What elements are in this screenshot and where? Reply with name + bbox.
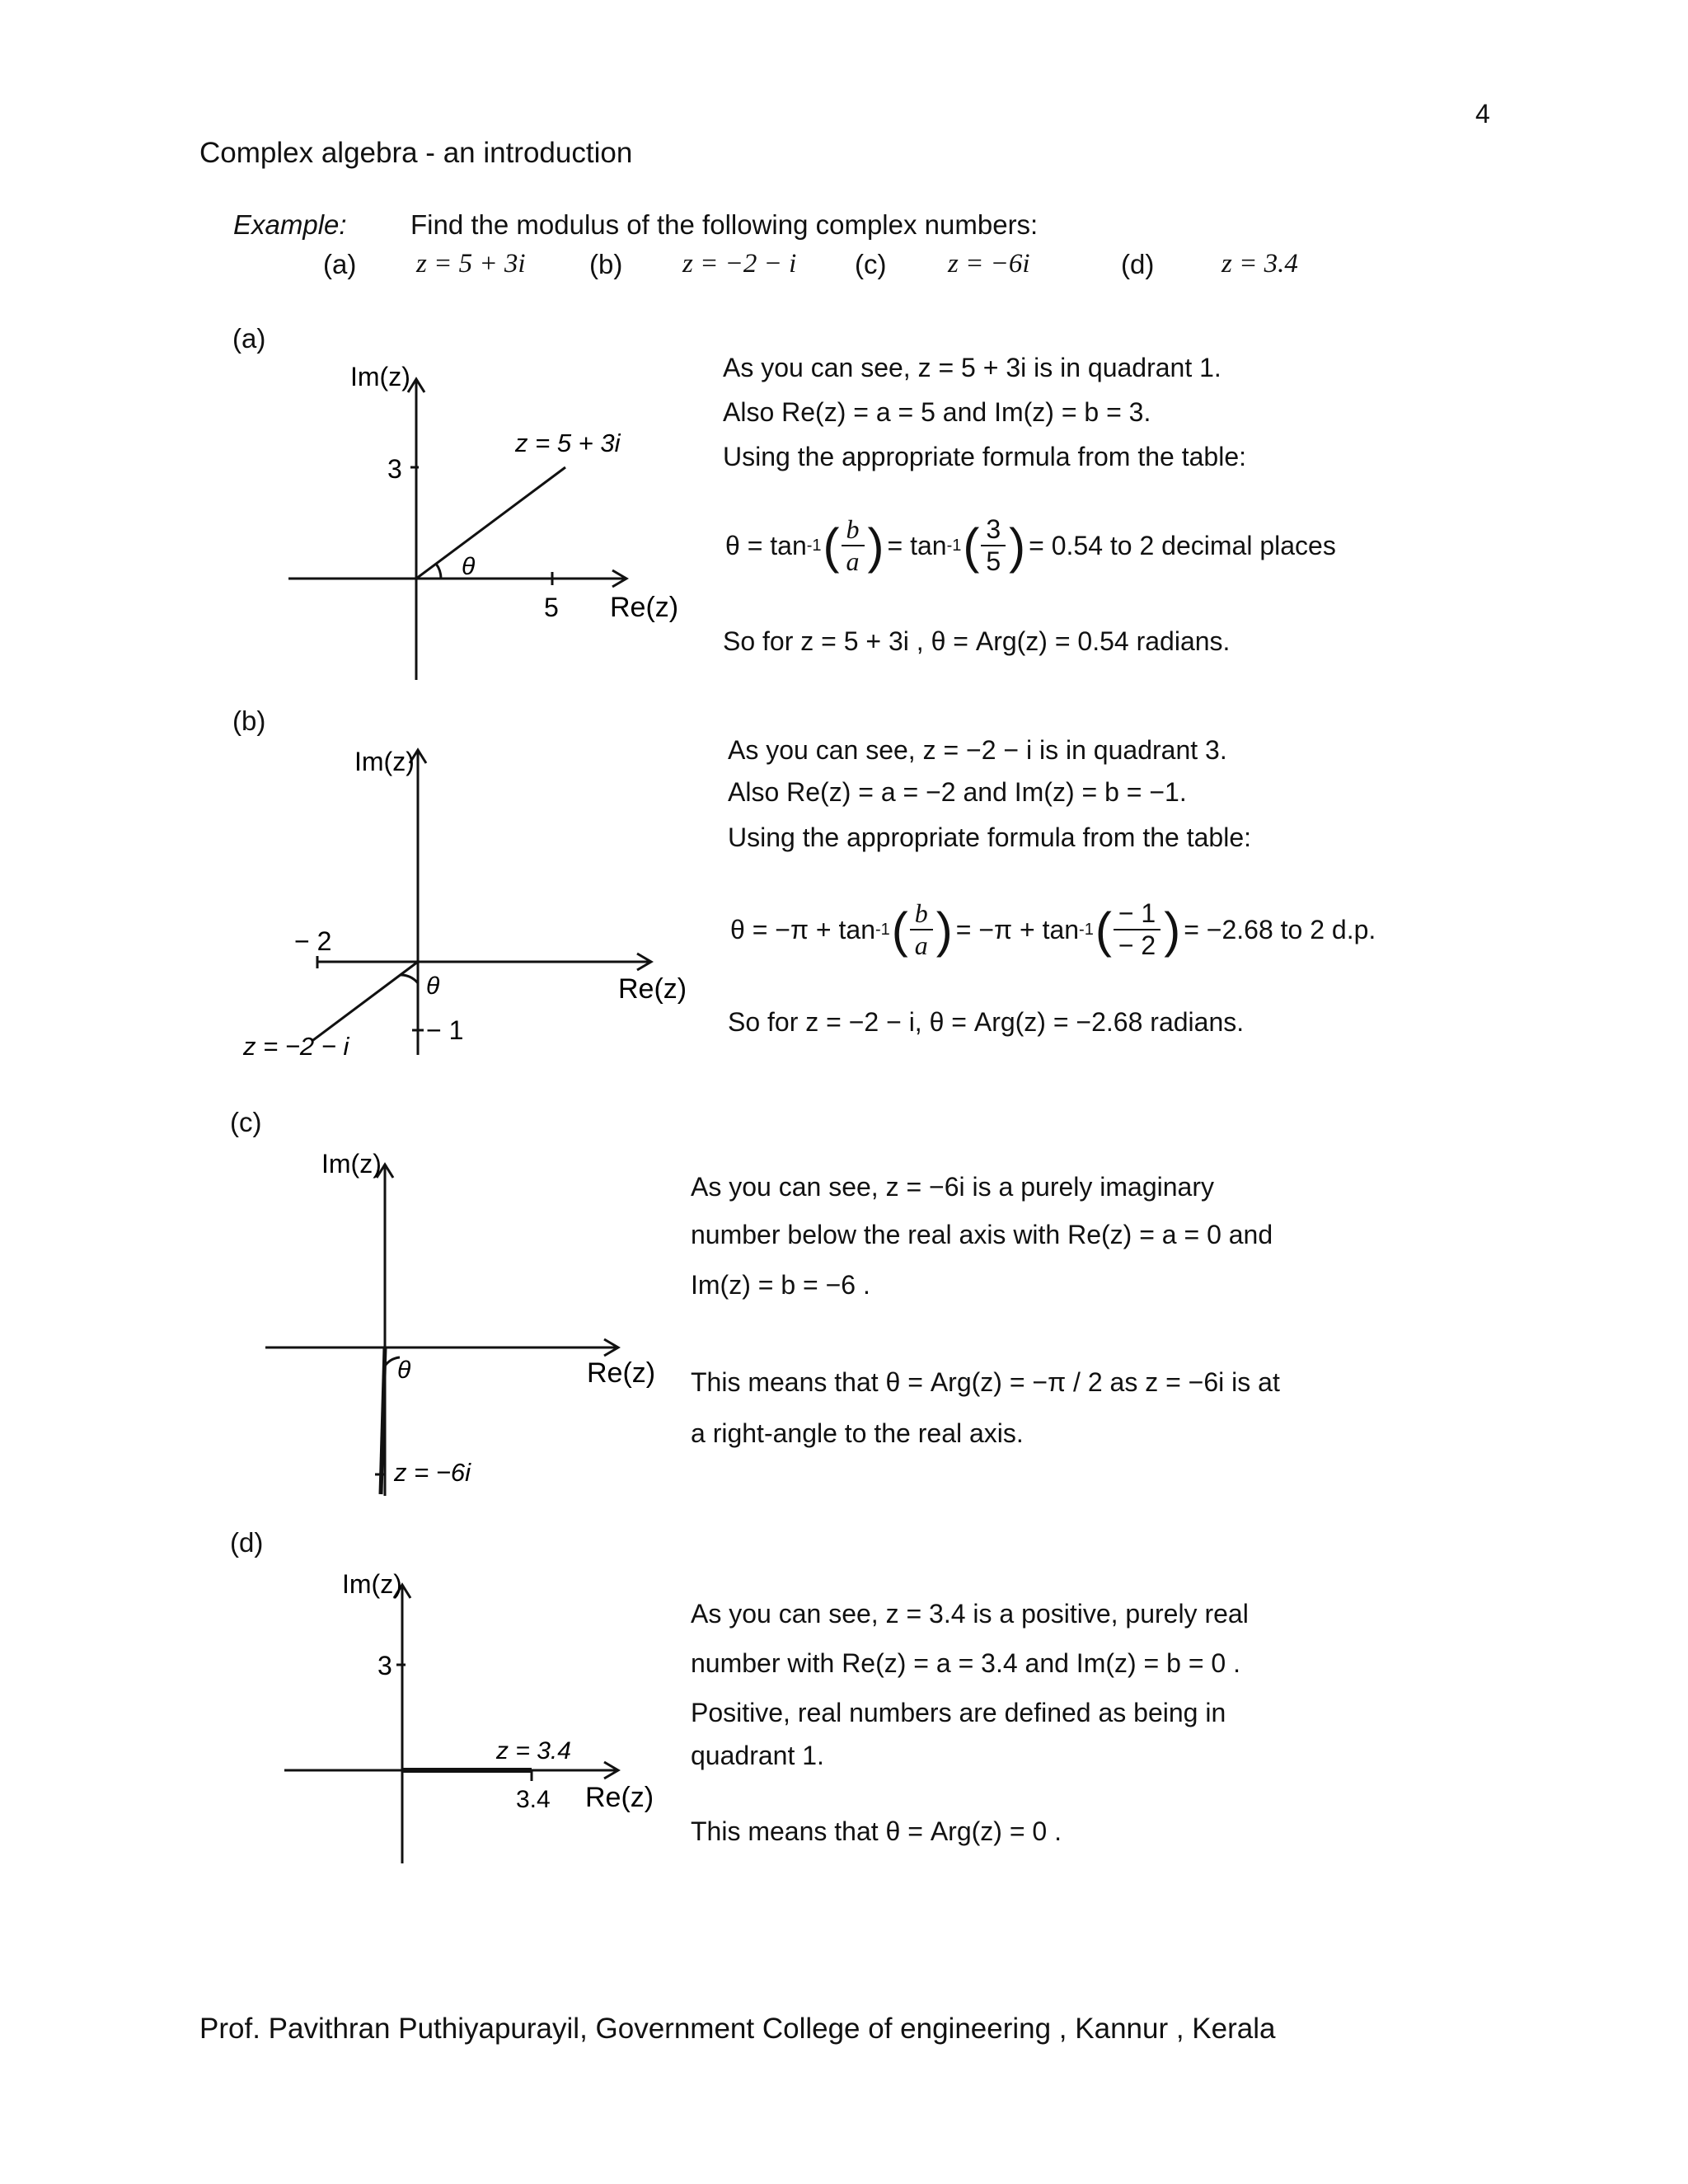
example-item-tag-b: (b) (589, 249, 623, 279)
formula-frac-1 (910, 898, 933, 961)
part-a-line-1: As you can see, z = 5 + 3i is in quadrant 1. (723, 353, 1221, 382)
formula-mid: = −π + tan (955, 914, 1080, 944)
example-item-expr-d: z = 3.4 (1221, 249, 1298, 279)
angle-label: θ (426, 972, 440, 1000)
im-axis-label: Im(z) (354, 747, 415, 776)
re-axis-label: Re(z) (618, 973, 687, 1005)
paren-open-icon: ( (823, 518, 840, 574)
frac-numerator: − 1 (1114, 898, 1160, 930)
formula-mid: = tan (887, 530, 947, 560)
page-number: 4 (1475, 99, 1490, 129)
formula-lhs: θ = tan (725, 530, 807, 560)
example-item-tag-c: (c) (855, 249, 887, 279)
example-instruction: Find the modulus of the following complex numbers: (410, 209, 1039, 240)
formula-sup: -1 (806, 536, 822, 555)
frac-denominator: a (846, 546, 860, 576)
part-c-line-1: As you can see, z = −6i is a purely imaginary (691, 1172, 1214, 1202)
part-b-formula (730, 898, 1376, 961)
example-label: Example: (233, 209, 347, 240)
formula-rhs: = −2.68 to 2 d.p. (1184, 914, 1376, 944)
example-item-tag-d: (d) (1121, 249, 1155, 279)
paren-close-icon: ) (1164, 902, 1181, 958)
part-d-line-3: Positive, real numbers are defined as being in (691, 1698, 1226, 1727)
formula-sup: -1 (1079, 920, 1094, 939)
example-item-expr-b: z = −2 − i (682, 249, 797, 279)
part-b-line-3: Using the appropriate formula from the table: (728, 823, 1251, 852)
paren-close-icon: ) (867, 518, 884, 574)
y-tick-label: 3 (377, 1651, 392, 1680)
part-b-tag: (b) (232, 705, 266, 736)
angle-label: θ (462, 553, 476, 580)
part-b-line-2: Also Re(z) = a = −2 and Im(z) = b = −1. (728, 777, 1187, 807)
y-tick-label: 3 (387, 454, 402, 484)
re-axis-label: Re(z) (587, 1357, 656, 1389)
formula-rhs: = 0.54 to 2 decimal places (1029, 530, 1336, 560)
example-item-expr-a: z = 5 + 3i (416, 249, 526, 279)
paren-open-icon: ( (1095, 902, 1112, 958)
angle-label: θ (397, 1357, 411, 1384)
point-label: z = 3.4 (496, 1737, 571, 1765)
part-a-line-3: Using the appropriate formula from the table: (723, 442, 1246, 471)
paren-close-icon: ) (1009, 518, 1026, 574)
part-a-tag: (a) (232, 323, 266, 354)
frac-numerator: b (910, 898, 933, 930)
angle-arc (401, 975, 418, 983)
point-label: z = −6i (394, 1458, 471, 1487)
formula-sup: -1 (874, 920, 890, 939)
frac-numerator: 3 (981, 514, 1006, 546)
part-b-diagram (235, 738, 696, 1067)
formula-frac-2 (1114, 898, 1160, 961)
paren-open-icon: ( (891, 902, 908, 958)
formula-lhs: θ = −π + tan (730, 914, 875, 944)
formula-frac-1 (842, 514, 865, 577)
x-tick-label: − 2 (294, 926, 332, 956)
re-axis-label: Re(z) (610, 592, 679, 623)
part-c-line-3: Im(z) = b = −6 . (691, 1270, 870, 1300)
complex-vector (313, 962, 418, 1040)
point-label: z = 5 + 3i (515, 429, 621, 457)
example-item-expr-c: z = −6i (948, 249, 1030, 279)
im-axis-label: Im(z) (321, 1149, 382, 1179)
part-c-conclusion-2: a right-angle to the real axis. (691, 1418, 1024, 1448)
formula-sup: -1 (946, 536, 962, 555)
x-tick-label: 5 (544, 593, 559, 622)
frac-numerator: b (842, 514, 865, 546)
point-label: z = −2 − i (243, 1032, 349, 1061)
part-a-diagram (272, 354, 701, 692)
part-c-tag: (c) (230, 1107, 262, 1137)
part-c-diagram (256, 1141, 668, 1504)
page-footer: Prof. Pavithran Puthiyapurayil, Government College of engineering , Kannur , Kerala (199, 2013, 1276, 2045)
part-d-tag: (d) (230, 1527, 264, 1558)
im-axis-label: Im(z) (350, 362, 410, 391)
paren-open-icon: ( (963, 518, 980, 574)
part-a-line-2: Also Re(z) = a = 5 and Im(z) = b = 3. (723, 397, 1151, 427)
part-b-conclusion: So for z = −2 − i, θ = Arg(z) = −2.68 radians. (728, 1007, 1245, 1037)
frac-denominator: 5 (986, 546, 1001, 576)
part-c-conclusion-1: This means that θ = Arg(z) = −π / 2 as z = −6i is at (691, 1367, 1280, 1397)
re-axis-label: Re(z) (585, 1782, 654, 1813)
frac-denominator: a (914, 930, 928, 960)
part-a-conclusion: So for z = 5 + 3i , θ = Arg(z) = 0.54 radians. (723, 626, 1231, 656)
part-a-formula (725, 514, 1336, 577)
angle-arc (436, 564, 441, 579)
part-d-line-2: number with Re(z) = a = 3.4 and Im(z) = b = 0 . (691, 1648, 1240, 1678)
part-d-diagram (272, 1562, 668, 1875)
part-b-line-1: As you can see, z = −2 − i is in quadrant 3. (728, 735, 1227, 765)
y-tick-label: − 1 (426, 1015, 464, 1045)
part-d-conclusion: This means that θ = Arg(z) = 0 . (691, 1816, 1062, 1846)
x-tick-label: 3.4 (516, 1786, 551, 1813)
part-d-line-1: As you can see, z = 3.4 is a positive, purely real (691, 1599, 1249, 1629)
page-title: Complex algebra - an introduction (199, 137, 633, 169)
complex-vector (416, 467, 565, 579)
part-c-line-2: number below the real axis with Re(z) = a = 0 and (691, 1220, 1273, 1249)
part-d-line-4: quadrant 1. (691, 1741, 824, 1770)
formula-frac-2 (981, 514, 1006, 577)
example-item-tag-a: (a) (323, 249, 357, 279)
frac-denominator: − 2 (1118, 930, 1156, 960)
im-axis-label: Im(z) (342, 1569, 402, 1599)
paren-close-icon: ) (935, 902, 953, 958)
